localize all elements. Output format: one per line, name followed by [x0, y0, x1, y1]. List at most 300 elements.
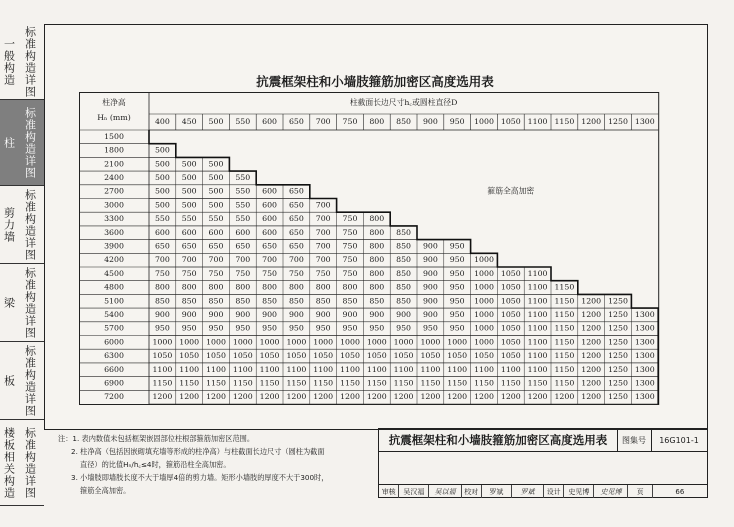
- cell-value: 1050: [420, 351, 441, 361]
- cell-value: 750: [154, 268, 170, 278]
- cell-value: 900: [369, 309, 385, 319]
- cell-value: 500: [208, 186, 224, 196]
- cell-value: 750: [208, 268, 224, 278]
- cell-value: 1100: [420, 364, 441, 374]
- cell-value: 1050: [179, 351, 200, 361]
- cell-value: 550: [235, 172, 251, 182]
- cell-value: 1100: [393, 364, 414, 374]
- cell-value: 1150: [366, 378, 387, 388]
- cell-value: 850: [369, 296, 385, 306]
- title-block: [378, 428, 708, 498]
- cell-value: 750: [235, 268, 251, 278]
- cell-value: 1000: [474, 255, 494, 265]
- cell-value: 800: [235, 282, 251, 292]
- cell-value: 950: [449, 323, 465, 333]
- cell-value: 1100: [447, 364, 468, 374]
- cell-value: 500: [154, 186, 170, 196]
- column-size: 450: [181, 117, 197, 126]
- cell-value: 1050: [340, 351, 360, 361]
- cell-value: 550: [235, 214, 251, 224]
- left-section-3[interactable]: [0, 264, 44, 342]
- signature-row: [379, 484, 707, 498]
- designer-signature: 史见博: [594, 485, 628, 498]
- cell-value: 1000: [393, 337, 414, 347]
- cell-value: 850: [235, 296, 251, 306]
- cell-value: 1150: [313, 378, 334, 388]
- cell-value: 1100: [500, 364, 521, 374]
- cell-value: 1150: [554, 378, 575, 388]
- cell-value: 800: [369, 255, 385, 265]
- cell-value: 1150: [474, 378, 494, 388]
- cell-value: 1300: [634, 351, 655, 361]
- column-size: 1150: [554, 117, 575, 126]
- cell-value: 1050: [286, 351, 307, 361]
- row-header-label: 柱净高: [102, 98, 126, 107]
- cell-value: 1250: [608, 378, 628, 388]
- row-height-value: 2400: [104, 172, 124, 182]
- cell-value: 1000: [259, 337, 280, 347]
- row-height-value: 4200: [104, 255, 124, 265]
- column-size: 400: [154, 117, 170, 126]
- column-size: 700: [315, 117, 331, 126]
- left-section-label: 标准构造详图: [23, 25, 37, 98]
- cell-value: 1050: [232, 351, 253, 361]
- cell-value: 900: [208, 309, 224, 319]
- cell-value: 950: [342, 323, 358, 333]
- row-height-value: 1800: [104, 145, 124, 155]
- cell-value: 1100: [527, 309, 548, 319]
- cell-value: 1150: [554, 282, 575, 292]
- cell-value: 650: [288, 214, 304, 224]
- cell-value: 900: [315, 309, 331, 319]
- cell-value: 1150: [554, 309, 575, 319]
- cell-value: 850: [262, 296, 278, 306]
- row-height-value: 6300: [104, 351, 124, 361]
- row-height-value: 5100: [104, 296, 124, 306]
- cell-value: 1000: [366, 337, 387, 347]
- cell-value: 1150: [447, 378, 468, 388]
- cell-value: 750: [262, 268, 278, 278]
- cell-value: 950: [449, 309, 465, 319]
- cell-value: 1000: [232, 337, 253, 347]
- cell-value: 1200: [232, 392, 253, 402]
- cell-value: 550: [235, 200, 251, 210]
- note-3b: 箍筋全高加密。: [80, 486, 131, 495]
- column-size: 1000: [474, 117, 494, 126]
- cell-value: 1200: [474, 392, 494, 402]
- row-height-value: 6600: [104, 364, 124, 374]
- row-height-value: 5400: [104, 309, 124, 319]
- cell-value: 1100: [259, 364, 280, 374]
- cell-value: 700: [315, 255, 331, 265]
- cell-value: 800: [342, 282, 358, 292]
- cell-value: 1200: [554, 392, 575, 402]
- cell-value: 1100: [340, 364, 360, 374]
- cell-value: 1150: [554, 296, 575, 306]
- cell-value: 1100: [527, 296, 548, 306]
- row-height-value: 6000: [104, 337, 124, 347]
- left-section-name: 剪力墙: [2, 206, 16, 243]
- row-height-value: 3900: [104, 241, 124, 251]
- cell-value: 650: [154, 241, 170, 251]
- cell-value: 500: [154, 145, 170, 155]
- column-size: 950: [449, 117, 465, 126]
- column-size: 600: [262, 117, 278, 126]
- left-section-0[interactable]: [0, 24, 44, 100]
- cell-value: 500: [181, 159, 197, 169]
- cell-value: 850: [288, 296, 304, 306]
- cell-value: 950: [422, 323, 438, 333]
- cell-value: 500: [181, 172, 197, 182]
- cell-value: 500: [154, 159, 170, 169]
- column-size: 500: [208, 117, 224, 126]
- cell-value: 850: [315, 296, 331, 306]
- cell-value: 950: [208, 323, 224, 333]
- row-height-value: 4800: [104, 282, 124, 292]
- cell-value: 900: [181, 309, 197, 319]
- cell-value: 1150: [420, 378, 441, 388]
- cell-value: 600: [208, 227, 224, 237]
- cell-value: 700: [315, 214, 331, 224]
- cell-value: 750: [342, 241, 358, 251]
- page-label: 页: [628, 485, 652, 498]
- note-2: 2. 柱净高（包括因嵌砌填充墙等形成的柱净高）与柱截面长边尺寸（圆柱为截面: [71, 447, 325, 456]
- left-section-name: 楼板相关构造: [2, 426, 16, 499]
- cell-value: 1200: [286, 392, 307, 402]
- cell-value: 850: [396, 241, 412, 251]
- cell-value: 800: [369, 214, 385, 224]
- cell-value: 1000: [286, 337, 307, 347]
- cell-value: 1100: [313, 364, 334, 374]
- cell-value: 1100: [527, 337, 548, 347]
- cell-value: 1200: [179, 392, 200, 402]
- cell-value: 900: [342, 309, 358, 319]
- note-2b: 直径）的比值Hₙ/h꜀≤4时，箍筋沿柱全高加密。: [80, 460, 231, 469]
- cell-value: 950: [369, 323, 385, 333]
- design-label: 设计: [544, 485, 564, 498]
- cell-value: 850: [208, 296, 224, 306]
- cell-value: 750: [342, 227, 358, 237]
- cell-value: 700: [315, 200, 331, 210]
- row-height-value: 4500: [104, 268, 124, 278]
- checker-signature: 罗斌: [512, 485, 544, 498]
- cell-value: 600: [154, 227, 170, 237]
- cell-value: 600: [262, 186, 278, 196]
- cell-value: 1250: [608, 323, 628, 333]
- cell-value: 1050: [500, 282, 521, 292]
- page-number: 66: [675, 487, 685, 496]
- cell-value: 800: [315, 282, 331, 292]
- left-section-label: 标准构造详图: [23, 344, 37, 417]
- cell-value: 650: [288, 227, 304, 237]
- row-height-value: 2700: [104, 186, 124, 196]
- cell-value: 1200: [581, 309, 602, 319]
- row-height-value: 7200: [104, 392, 124, 402]
- cell-value: 1100: [179, 364, 200, 374]
- cell-value: 850: [342, 296, 358, 306]
- cell-value: 1300: [634, 378, 655, 388]
- cell-value: 650: [208, 241, 224, 251]
- cell-value: 1200: [581, 392, 602, 402]
- cell-value: 1200: [393, 392, 414, 402]
- row-header-unit: Hₙ (mm): [97, 113, 131, 122]
- row-height-value: 3000: [104, 200, 124, 210]
- cell-value: 550: [181, 214, 197, 224]
- cell-value: 1250: [608, 337, 628, 347]
- row-height-value: 1500: [104, 131, 124, 141]
- cell-value: 1200: [581, 378, 602, 388]
- cell-value: 850: [396, 227, 412, 237]
- left-section-4[interactable]: [0, 342, 44, 420]
- cell-value: 500: [208, 172, 224, 182]
- cell-value: 1150: [554, 337, 575, 347]
- cell-value: 1050: [206, 351, 226, 361]
- cell-value: 1000: [474, 309, 494, 319]
- cell-value: 500: [154, 172, 170, 182]
- cell-value: 1000: [474, 282, 494, 292]
- cell-value: 1150: [393, 378, 414, 388]
- note-1: 注：1. 表内数值未包括框架嵌固部位柱根部箍筋加密区范围。: [58, 434, 255, 443]
- cell-value: 1150: [527, 378, 548, 388]
- cell-value: 700: [288, 255, 304, 265]
- cell-value: 1050: [447, 351, 468, 361]
- cell-value: 800: [208, 282, 224, 292]
- cell-value: 1250: [608, 296, 628, 306]
- cell-value: 1000: [474, 268, 494, 278]
- notes: [58, 432, 328, 497]
- cell-value: 550: [208, 214, 224, 224]
- left-section-5[interactable]: [0, 420, 44, 506]
- cell-value: 500: [181, 200, 197, 210]
- cell-value: 850: [181, 296, 197, 306]
- cell-value: 800: [262, 282, 278, 292]
- left-section-label: 标准构造详图: [23, 266, 37, 339]
- cell-value: 750: [315, 268, 331, 278]
- cell-value: 700: [181, 255, 197, 265]
- full-height-region-label: 箍筋全高加密: [487, 186, 535, 196]
- cell-value: 1200: [313, 392, 334, 402]
- cell-value: 950: [288, 323, 304, 333]
- cell-value: 1200: [581, 296, 602, 306]
- cell-value: 1050: [313, 351, 334, 361]
- cell-value: 500: [208, 159, 224, 169]
- cell-value: 650: [288, 186, 304, 196]
- cell-value: 850: [154, 296, 170, 306]
- cell-value: 800: [181, 282, 197, 292]
- cell-value: 1150: [179, 378, 200, 388]
- left-section-name: 梁: [2, 296, 16, 309]
- cell-value: 1050: [366, 351, 387, 361]
- cell-value: 1100: [527, 364, 548, 374]
- cell-value: 750: [342, 255, 358, 265]
- cell-value: 1050: [500, 351, 521, 361]
- cell-value: 600: [262, 227, 278, 237]
- cell-value: 1100: [232, 364, 253, 374]
- left-section-label: 标准构造详图: [23, 426, 37, 499]
- cell-value: 800: [369, 282, 385, 292]
- cell-value: 1100: [366, 364, 387, 374]
- cell-value: 950: [396, 323, 412, 333]
- cell-value: 1150: [340, 378, 360, 388]
- checker: 罗斌: [482, 485, 512, 498]
- page-title: 抗震框架柱和小墙肢箍筋加密区高度选用表: [256, 74, 494, 89]
- left-section-name: 柱: [2, 136, 16, 149]
- cell-value: 850: [396, 255, 412, 265]
- cell-value: 700: [154, 255, 170, 265]
- cell-value: 1150: [500, 378, 521, 388]
- cell-value: 950: [449, 282, 465, 292]
- atlas-number: 16G101-1: [651, 429, 707, 452]
- cell-value: 1000: [420, 337, 441, 347]
- cell-value: 900: [422, 241, 438, 251]
- cell-value: 1000: [340, 337, 360, 347]
- row-height-value: 3300: [104, 214, 124, 224]
- cell-value: 650: [181, 241, 197, 251]
- column-size: 900: [422, 117, 438, 126]
- cell-value: 700: [235, 255, 251, 265]
- cell-value: 850: [396, 268, 412, 278]
- cell-value: 1000: [474, 337, 494, 347]
- cell-value: 650: [262, 241, 278, 251]
- cell-value: 850: [396, 296, 412, 306]
- cell-value: 550: [235, 186, 251, 196]
- cell-value: 1050: [393, 351, 414, 361]
- cell-value: 700: [208, 255, 224, 265]
- column-size: 550: [235, 117, 251, 126]
- cell-value: 1150: [554, 364, 575, 374]
- cell-value: 550: [154, 214, 170, 224]
- cell-value: 650: [235, 241, 251, 251]
- cell-value: 800: [369, 268, 385, 278]
- cell-value: 1300: [634, 337, 655, 347]
- cell-value: 950: [449, 296, 465, 306]
- cell-value: 1000: [179, 337, 200, 347]
- cell-value: 1050: [500, 337, 521, 347]
- cell-value: 1000: [313, 337, 334, 347]
- cell-value: 1100: [527, 323, 548, 333]
- left-section-label: 标准构造详图: [23, 106, 37, 179]
- cell-value: 1150: [232, 378, 253, 388]
- column-size: 750: [342, 117, 358, 126]
- cell-value: 950: [315, 323, 331, 333]
- cell-value: 1250: [608, 309, 628, 319]
- cell-value: 1250: [608, 364, 628, 374]
- column-size: 1250: [608, 117, 628, 126]
- column-size: 800: [369, 117, 385, 126]
- cell-value: 950: [449, 241, 465, 251]
- cell-value: 850: [396, 282, 412, 292]
- cell-value: 950: [449, 255, 465, 265]
- cell-value: 800: [288, 282, 304, 292]
- cell-value: 900: [235, 309, 251, 319]
- row-height-value: 3600: [104, 227, 124, 237]
- cell-value: 1150: [554, 323, 575, 333]
- cell-value: 1200: [527, 392, 548, 402]
- cell-value: 1200: [420, 392, 441, 402]
- cell-value: 1000: [474, 296, 494, 306]
- left-section-name: 板: [2, 374, 16, 387]
- cell-value: 900: [396, 309, 412, 319]
- cell-value: 600: [235, 227, 251, 237]
- cell-value: 700: [315, 241, 331, 251]
- left-section-1[interactable]: [0, 100, 44, 186]
- cell-value: 1300: [634, 309, 655, 319]
- cell-value: 700: [315, 227, 331, 237]
- cell-value: 750: [342, 214, 358, 224]
- cell-value: 1150: [152, 378, 173, 388]
- reviewer: 吴汉福: [399, 485, 429, 498]
- cell-value: 1200: [581, 364, 602, 374]
- cell-value: 1300: [634, 364, 655, 374]
- cell-value: 1050: [500, 268, 521, 278]
- cell-value: 650: [288, 200, 304, 210]
- cell-value: 1100: [527, 282, 548, 292]
- column-size: 1300: [634, 117, 655, 126]
- cell-value: 900: [422, 268, 438, 278]
- cell-value: 1300: [634, 392, 655, 402]
- cell-value: 750: [181, 268, 197, 278]
- cell-value: 800: [369, 241, 385, 251]
- cell-value: 1200: [259, 392, 280, 402]
- cell-value: 500: [208, 200, 224, 210]
- left-section-name: 一般构造: [2, 37, 16, 86]
- cell-value: 1200: [206, 392, 226, 402]
- cell-value: 1200: [447, 392, 468, 402]
- cell-value: 1100: [152, 364, 173, 374]
- title-block-title: 抗震框架柱和小墙肢箍筋加密区高度选用表: [379, 429, 618, 452]
- cell-value: 800: [369, 227, 385, 237]
- cell-value: 1150: [259, 378, 280, 388]
- cell-value: 1000: [447, 337, 468, 347]
- cell-value: 1100: [206, 364, 226, 374]
- cell-value: 1100: [286, 364, 307, 374]
- cell-value: 700: [262, 255, 278, 265]
- cell-value: 1000: [206, 337, 226, 347]
- cell-value: 750: [342, 268, 358, 278]
- cell-value: 600: [181, 227, 197, 237]
- cell-value: 650: [288, 241, 304, 251]
- cell-value: 1200: [581, 323, 602, 333]
- column-size: 1200: [581, 117, 602, 126]
- column-size: 1100: [527, 117, 548, 126]
- cell-value: 500: [154, 200, 170, 210]
- designer: 史见博: [564, 485, 594, 498]
- left-section-2[interactable]: [0, 186, 44, 264]
- reviewer-signature: 吴以福: [429, 485, 461, 498]
- cell-value: 1200: [152, 392, 173, 402]
- cell-value: 1000: [152, 337, 173, 347]
- cell-value: 950: [262, 323, 278, 333]
- cell-value: 950: [181, 323, 197, 333]
- cell-value: 1050: [500, 323, 521, 333]
- column-size: 850: [396, 117, 412, 126]
- cell-value: 1050: [152, 351, 173, 361]
- cell-value: 1050: [259, 351, 280, 361]
- cell-value: 600: [262, 200, 278, 210]
- cell-value: 1200: [581, 337, 602, 347]
- cell-value: 750: [288, 268, 304, 278]
- cell-value: 1100: [527, 268, 548, 278]
- cell-value: 950: [235, 323, 251, 333]
- review-label: 审核: [379, 485, 399, 498]
- cell-value: 900: [422, 296, 438, 306]
- cell-value: 1050: [500, 309, 521, 319]
- cell-value: 600: [262, 214, 278, 224]
- cell-value: 1100: [474, 364, 494, 374]
- cell-value: 1000: [474, 323, 494, 333]
- row-height-value: 2100: [104, 159, 124, 169]
- cell-value: 1150: [554, 351, 575, 361]
